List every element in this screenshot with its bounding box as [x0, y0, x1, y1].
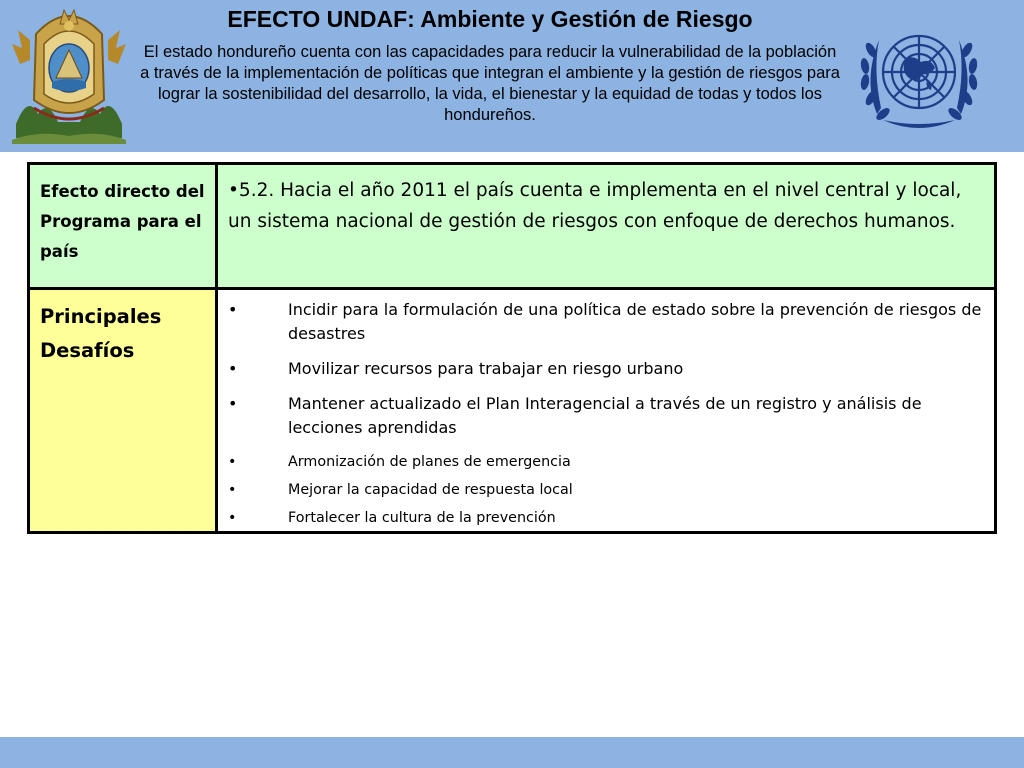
program-effect-label: Efecto directo del Programa para el país: [30, 165, 218, 290]
list-item-text: Fortalecer la cultura de la prevención: [288, 510, 556, 526]
header-banner: [0, 0, 1024, 152]
bullet-icon: •: [228, 482, 237, 498]
bullet-icon: •: [228, 394, 238, 413]
page-title: EFECTO UNDAF: Ambiente y Gestión de Riesgo: [227, 6, 753, 32]
list-item-text: Incidir para la formulación de una política de estado sobre la prevención de riesgos de desastres: [288, 300, 982, 343]
bullet-icon: •: [228, 510, 237, 526]
effect-description: 5.2. Hacia el año 2011 el país cuenta e implementa en el nivel central y local, un sistema nacional de gestión de riesgos con enfoque de derechos humanos.: [228, 180, 962, 232]
list-item-text: Armonización de planes de emergencia: [288, 454, 571, 470]
effect-table: [27, 162, 997, 534]
list-item: [228, 507, 984, 529]
challenges-label: Principales Desafíos: [30, 290, 218, 531]
list-item: [228, 451, 984, 473]
program-effect-text: [218, 165, 994, 290]
bullet-icon: •: [228, 454, 237, 470]
united-nations-emblem-icon: [843, 10, 995, 142]
honduras-coat-of-arms-icon: [8, 4, 130, 146]
list-item-text: Mantener actualizado el Plan Interagencial a través de un registro y análisis de lecciones aprendidas: [288, 394, 922, 437]
list-item: [228, 392, 984, 440]
list-item: [228, 479, 984, 501]
list-item-text: Mejorar la capacidad de respuesta local: [288, 482, 573, 498]
effect-bullet: •: [228, 180, 239, 201]
challenges-list: [218, 290, 994, 531]
list-item-text: Movilizar recursos para trabajar en riesgo urbano: [288, 359, 684, 378]
list-item: [228, 298, 984, 346]
bullet-icon: •: [228, 359, 238, 378]
footer-bar: [0, 737, 1024, 768]
page-subtitle: El estado hondureño cuenta con las capacidades para reducir la vulnerabilidad de la población a través de la implementación de políticas que integran el ambiente y la gestión de riesgos para lograr la sostenibilidad del desarrollo, la vida, el bienestar y la equidad de todas y todos los hondureños.: [140, 43, 840, 124]
bullet-icon: •: [228, 300, 238, 319]
list-item: [228, 357, 984, 381]
